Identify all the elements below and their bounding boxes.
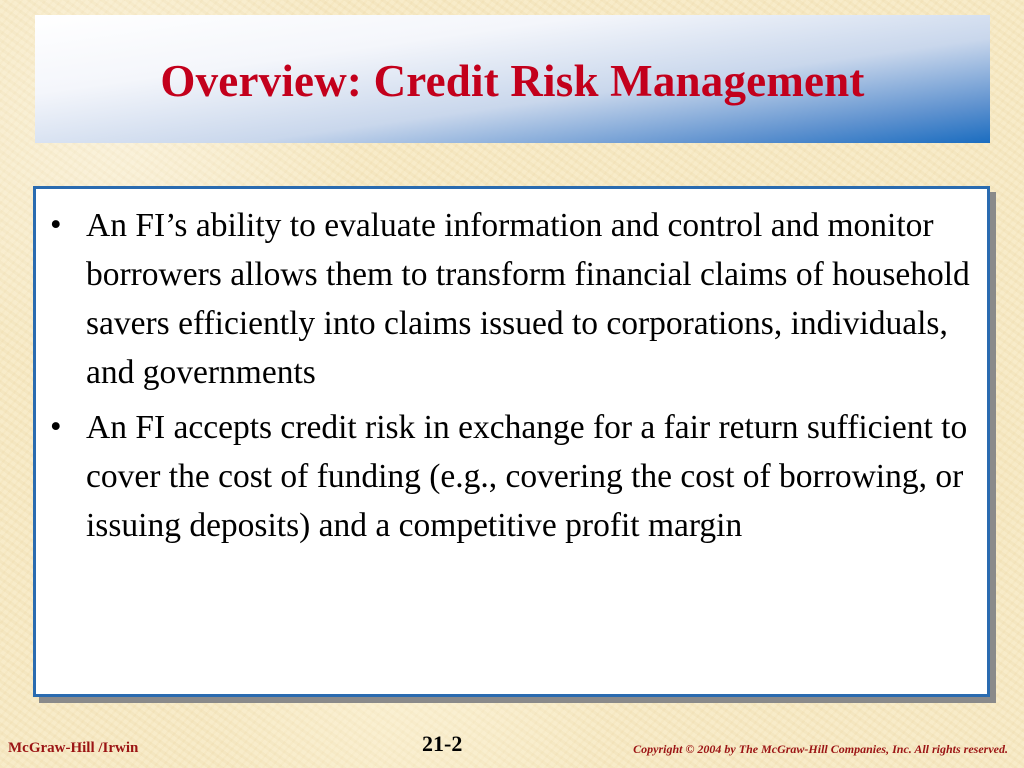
bullet-text: An FI accepts credit risk in exchange for a fair return sufficient to cover the cost of funding (e.g., covering the cost of borrowing, or issuing deposits) and a competitive profit margin [86,409,968,544]
bullet-icon: • [50,409,62,445]
slide-title: Overview: Credit Risk Management [160,56,865,106]
footer-publisher: McGraw-Hill /Irwin [8,740,139,756]
slide-number: 21-2 [422,731,463,756]
bullet-item [46,403,976,550]
bullet-list [46,201,976,556]
bullet-text: An FI’s ability to evaluate information and control and monitor borrowers allows them to transform financial claims of household savers efficiently into claims issued to corporations, individuals, and governments [86,207,970,391]
bullet-item [46,201,976,397]
footer-copyright: Copyright © 2004 by The McGraw-Hill Companies, Inc. All rights reserved. [633,742,1008,756]
bullet-icon: • [50,207,62,243]
title-banner [35,15,990,143]
content-box [33,186,990,697]
